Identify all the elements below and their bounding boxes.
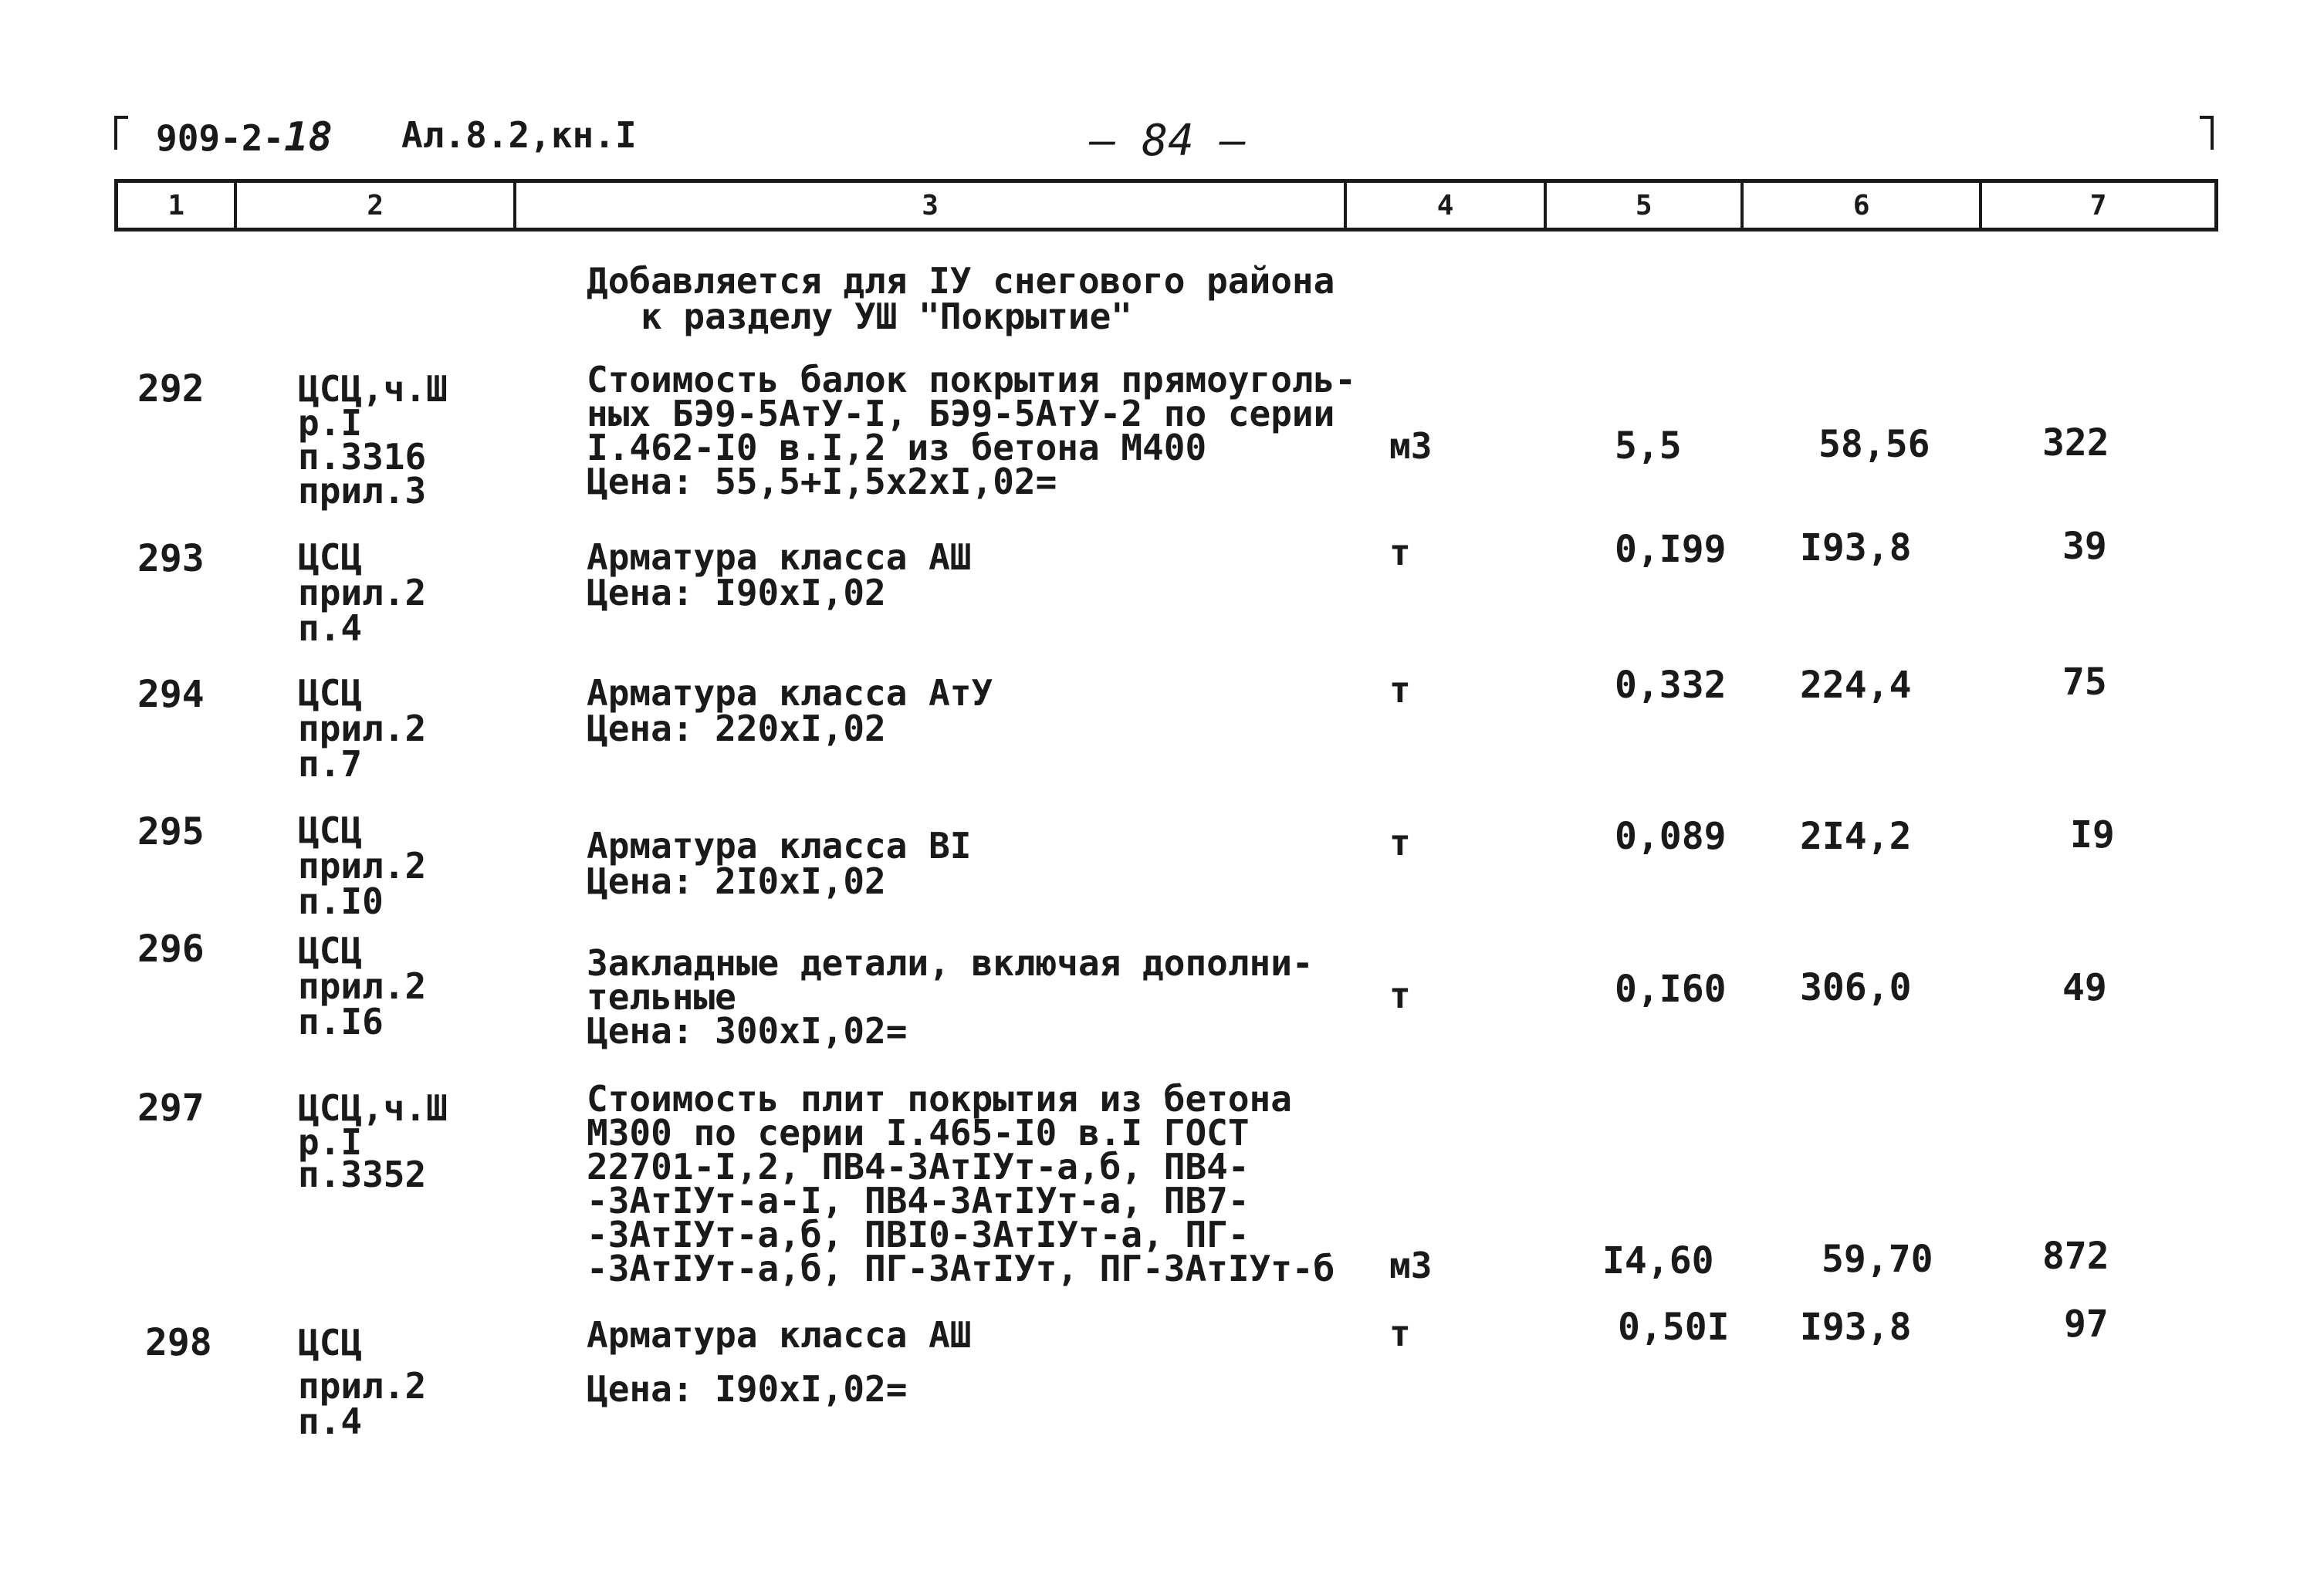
unit: м3	[1389, 1245, 1433, 1286]
unit: т	[1389, 822, 1411, 863]
quantity: 0,089	[1615, 815, 1727, 858]
section-title-line: к разделу УШ "Покрытие"	[641, 296, 1132, 337]
column-number: 4	[1347, 183, 1547, 228]
reference-line: п.3352	[298, 1154, 427, 1195]
reference-line: р.I	[298, 1121, 363, 1163]
description-line: Стоимость плит покрытия из бетона	[587, 1078, 1292, 1120]
description-line: тельные	[587, 976, 736, 1018]
unit: т	[1389, 532, 1411, 573]
reference-line: ЦСЦ	[298, 930, 363, 972]
quantity: 0,332	[1615, 664, 1727, 707]
description-line: Арматура класса АтУ	[587, 672, 993, 714]
description-line: -3АтIУт-а,б, ПГ-3АтIУт, ПГ-3АтIУт-б	[587, 1248, 1335, 1289]
unit-price: 59,70	[1822, 1238, 1933, 1281]
unit-price: I93,8	[1800, 1306, 1912, 1349]
column-number: 1	[118, 183, 237, 228]
description-line: Закладные детали, включая дополни-	[587, 942, 1314, 984]
row-number: 295	[137, 810, 205, 853]
description-line: Цена: 220хI,02	[587, 708, 886, 749]
unit: т	[1389, 975, 1411, 1016]
reference-line: р.I	[298, 402, 363, 444]
document-code-handwritten: 18	[284, 114, 333, 161]
description-line: М300 по серии I.465-I0 в.I ГОСТ	[587, 1112, 1250, 1154]
description-line: Арматура класса АШ	[587, 536, 972, 578]
reference-line: прил.3	[298, 470, 427, 512]
description-line: ных БЭ9-5АтУ-I, БЭ9-5АтУ-2 по серии	[587, 393, 1335, 434]
unit: т	[1389, 669, 1411, 711]
unit-price: I93,8	[1800, 526, 1912, 569]
description-line: Арматура класса ВI	[587, 825, 972, 867]
column-number-row	[114, 179, 2218, 231]
page-number: — 84 —	[1090, 116, 1247, 166]
quantity: I4,60	[1602, 1239, 1714, 1282]
quantity: 0,50I	[1618, 1306, 1730, 1349]
description-line: Цена: 300хI,02=	[587, 1010, 908, 1052]
description-line: -3АтIУт-а-I, ПВ4-3АтIУт-а, ПВ7-	[587, 1180, 1250, 1222]
reference-line: прил.2	[298, 708, 427, 749]
description-line: 22701-I,2, ПВ4-3АтIУт-а,б, ПВ4-	[587, 1146, 1250, 1188]
unit: т	[1389, 1313, 1411, 1354]
description-line: -3АтIУт-а,б, ПВI0-3АтIУт-а, ПГ-	[587, 1214, 1250, 1255]
reference-line: ЦСЦ	[298, 1322, 363, 1364]
reference-line: прил.2	[298, 965, 427, 1007]
reference-line: п.7	[298, 743, 363, 785]
reference-line: п.4	[298, 607, 363, 649]
row-number: 298	[145, 1321, 212, 1364]
unit-price: 2I4,2	[1800, 815, 1912, 858]
document-code-prefix: 909-2-	[156, 117, 285, 159]
corner-mark-left	[114, 116, 128, 150]
description-line: Цена: I90хI,02	[587, 572, 886, 613]
column-number: 7	[2089, 189, 2107, 221]
reference-line: ЦСЦ	[298, 672, 363, 714]
corner-mark-right	[2200, 116, 2214, 150]
row-number: 292	[137, 367, 205, 411]
quantity: 5,5	[1615, 424, 1682, 468]
row-number: 293	[137, 537, 205, 580]
total-cost: 322	[2042, 421, 2109, 465]
column-number: 5	[1547, 183, 1744, 228]
quantity: 0,I99	[1615, 528, 1727, 571]
column-number: 6	[1744, 183, 1982, 228]
unit-price: 306,0	[1800, 966, 1912, 1009]
row-number: 294	[137, 673, 205, 716]
reference-line: ЦСЦ,ч.Ш	[298, 1087, 448, 1129]
reference-line: прил.2	[298, 572, 427, 613]
description-line: Цена: I90хI,02=	[587, 1368, 908, 1410]
description-line: Цена: 2I0хI,02	[587, 860, 886, 902]
album-reference: Ал.8.2,кн.I	[401, 114, 637, 156]
total-cost: 39	[2062, 525, 2107, 568]
description-line: Цена: 55,5+I,5х2хI,02=	[587, 461, 1057, 502]
unit: м3	[1389, 425, 1433, 467]
total-cost: 49	[2062, 966, 2107, 1009]
column-number: 3	[516, 183, 1347, 228]
total-cost: 872	[2042, 1235, 2109, 1278]
reference-line: п.I0	[298, 880, 384, 922]
total-cost: 75	[2062, 661, 2107, 704]
total-cost: 97	[2064, 1303, 2109, 1346]
reference-line: ЦСЦ,ч.Ш	[298, 368, 448, 410]
unit-price: 224,4	[1800, 664, 1912, 707]
description-line: Арматура класса АШ	[587, 1314, 972, 1356]
reference-line: п.4	[298, 1401, 363, 1442]
quantity: 0,I60	[1615, 968, 1727, 1011]
total-cost: I9	[2070, 813, 2115, 857]
row-number: 296	[137, 928, 205, 971]
unit-price: 58,56	[1818, 423, 1930, 466]
reference-line: ЦСЦ	[298, 809, 363, 851]
reference-line: п.3316	[298, 436, 427, 478]
reference-line: ЦСЦ	[298, 536, 363, 578]
reference-line: прил.2	[298, 1365, 427, 1407]
section-title-line: Добавляется для IУ снегового района	[587, 260, 1335, 302]
description-line: Стоимость балок покрытия прямоуголь-	[587, 359, 1356, 400]
reference-line: п.I6	[298, 1001, 384, 1042]
document-code	[156, 114, 333, 161]
description-line: I.462-I0 в.I,2 из бетона М400	[587, 427, 1207, 468]
reference-line: прил.2	[298, 845, 427, 887]
row-number: 297	[137, 1086, 205, 1130]
column-number: 2	[237, 183, 516, 228]
